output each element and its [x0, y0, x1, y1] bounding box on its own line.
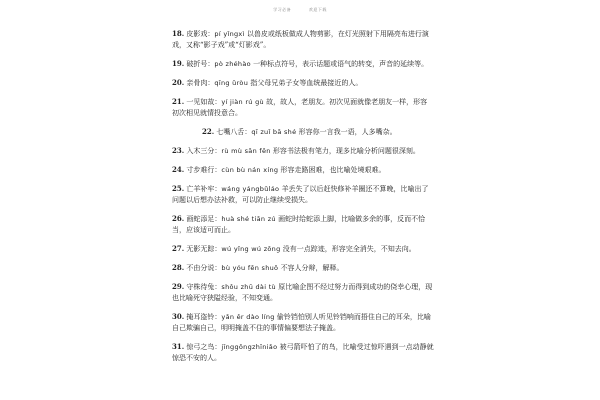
entry-pinyin: qī zuǐ bā shé — [251, 128, 297, 136]
vocabulary-entry — [172, 311, 434, 334]
vocabulary-entry — [172, 183, 434, 206]
vocabulary-entry — [172, 96, 434, 119]
entry-pinyin: cùn bù nán xíng — [221, 166, 279, 174]
vocabulary-entry — [172, 213, 434, 236]
entry-term: 破折号： — [186, 60, 215, 68]
entry-number: 27. — [172, 244, 185, 253]
vocabulary-entry — [172, 145, 434, 157]
vocabulary-entry — [172, 243, 434, 255]
entry-number: 28. — [172, 263, 185, 272]
vocabulary-entry — [172, 77, 434, 89]
entry-pinyin: yǎn ěr dào líng — [221, 313, 275, 321]
entry-number: 22. — [202, 127, 215, 136]
entry-definition: 形容走路困难，也比喻处境艰难。 — [280, 166, 386, 174]
entry-number: 30. — [172, 312, 185, 321]
entry-pinyin: pí yǐngxì — [214, 30, 245, 38]
entry-term: 入木三分： — [186, 147, 222, 155]
entry-pinyin: rù mù sān fēn — [221, 147, 271, 155]
vocabulary-entry — [172, 126, 434, 138]
entry-pinyin: jīnggōngzhīniǎo — [221, 343, 278, 351]
entry-definition: 指父母兄弟子女等血统最接近的人。 — [250, 79, 363, 87]
vocabulary-entry — [172, 28, 434, 51]
entry-pinyin: yí jiàn rú gù — [221, 98, 264, 106]
entry-term: 掩耳盗铃： — [186, 313, 222, 321]
entry-term: 惊弓之鸟： — [186, 343, 222, 351]
entry-number: 26. — [172, 214, 185, 223]
entry-definition: 画蛇时给蛇添上脚，比喻做多余的事，反而不恰当，应该适可而止。 — [172, 215, 426, 234]
vocabulary-entry — [172, 164, 434, 176]
entry-definition: 不容人分辩，解释。 — [280, 264, 344, 272]
header-right: 欢迎下载 — [308, 7, 327, 12]
vocabulary-entry — [172, 341, 434, 364]
entry-term: 亡羊补牢： — [186, 185, 222, 193]
entry-pinyin: wú yǐng wú zōng — [221, 245, 281, 253]
entry-pinyin: bù yóu fēn shuō — [221, 264, 279, 272]
entry-definition: 形容书法极有笔力，现多比喻分析问题很深刻。 — [272, 147, 420, 155]
entry-number: 19. — [172, 59, 185, 68]
entry-term: 七嘴八舌： — [216, 128, 252, 136]
vocabulary-entry — [172, 262, 434, 274]
entry-pinyin: pò zhéhào — [214, 60, 251, 68]
entry-definition: 故，故人，老朋友。初次见面就像老朋友一样，形容初次相见就情投意合。 — [172, 98, 428, 117]
entry-number: 31. — [172, 342, 185, 351]
entry-definition: 羊丢失了以后赶快修补羊圈还不算晚，比喻出了问题以后想办法补救，可以防止继续受损失。 — [172, 185, 429, 204]
entry-definition: 原比喻企图不经过努力而得到成功的侥幸心理，现也比喻死守狭隘经验，不知变通。 — [172, 283, 433, 302]
entry-definition: 形容你一言我一语，人多嘴杂。 — [298, 128, 397, 136]
entry-number: 18. — [172, 29, 185, 38]
header-left: 学习必备 — [273, 7, 292, 12]
entry-term: 皮影戏： — [186, 30, 215, 38]
entry-pinyin: wáng yángbǔláo — [221, 185, 280, 193]
entry-term: 无影无踪： — [186, 245, 222, 253]
entry-definition: 没有一点踪迹，形容完全消失，不知去向。 — [282, 245, 416, 253]
entry-term: 守株待兔： — [186, 283, 222, 291]
entry-pinyin: shǒu zhū dài tù — [221, 283, 276, 291]
entry-term: 画蛇添足： — [186, 215, 222, 223]
entry-number: 20. — [172, 78, 185, 87]
entry-term: 亲骨肉： — [186, 79, 215, 87]
entry-number: 23. — [172, 146, 185, 155]
entry-number: 24. — [172, 165, 185, 174]
page-header — [0, 7, 600, 13]
entry-term: 不由分说： — [186, 264, 222, 272]
entry-definition: 一种标点符号，表示话题或语气的转变，声音的延续等。 — [253, 60, 429, 68]
vocabulary-entry — [172, 58, 434, 70]
entry-number: 29. — [172, 282, 185, 291]
entry-number: 25. — [172, 184, 185, 193]
entry-number: 21. — [172, 97, 185, 106]
vocabulary-entry — [172, 281, 434, 304]
entry-pinyin: huà shé tiān zú — [221, 215, 276, 223]
entry-term: 一见如故： — [186, 98, 222, 106]
entry-definition: 偷铃铛怕别人听见铃铛响而捂住自己的耳朵，比喻自己欺骗自己，明明掩盖不住的事情偏要想法子掩盖。 — [172, 313, 431, 332]
vocabulary-list — [172, 28, 434, 371]
entry-definition: 以兽皮或纸板做成人物剪影，在灯光照射下用隔亮布进行演戏，又称“影子戏”或“灯影戏”。 — [172, 30, 429, 49]
entry-definition: 被弓箭吓怕了的鸟，比喻受过惊吓遇到一点动静就惊恐不安的人。 — [172, 343, 434, 362]
entry-pinyin: qīng ǔròu — [214, 79, 249, 87]
entry-term: 寸步难行： — [186, 166, 222, 174]
